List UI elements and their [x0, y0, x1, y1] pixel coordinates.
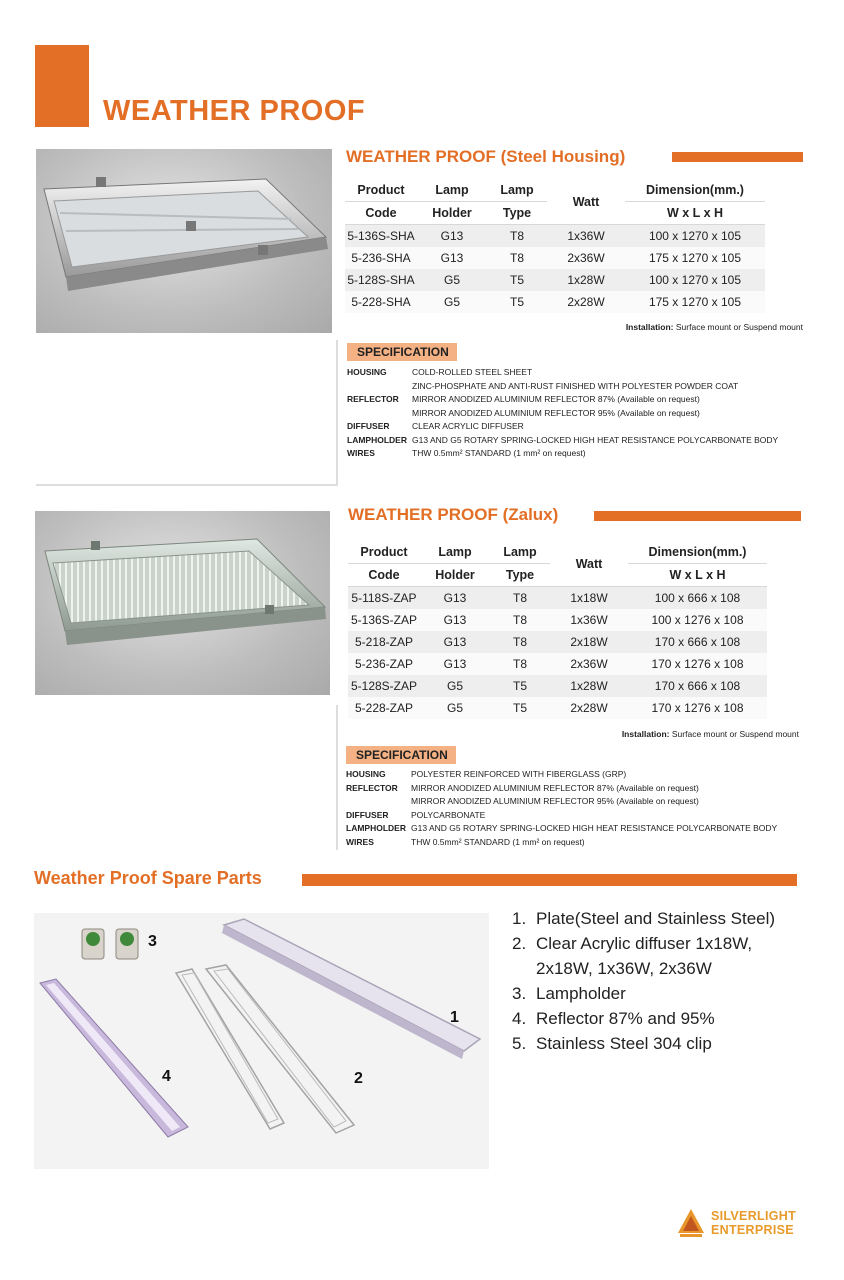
steel-product-table [345, 179, 765, 313]
table-cell: 2x36W [550, 653, 628, 675]
table-header-row [345, 179, 765, 202]
zalux-installation-note [622, 729, 799, 739]
column-header: Dimension(mm.) [628, 541, 767, 564]
list-item [512, 931, 775, 956]
table-row [348, 653, 767, 675]
column-header: Lamp [490, 541, 550, 564]
table-row [348, 697, 767, 719]
logo-line-1: SILVERLIGHT [711, 1209, 797, 1223]
column-header: Watt [550, 541, 628, 587]
spec-row [347, 420, 778, 434]
table-cell: 170 x 666 x 108 [628, 675, 767, 697]
column-subheader: Code [348, 564, 420, 587]
table-row [345, 225, 765, 248]
table-row [348, 631, 767, 653]
table-cell: 5-236-ZAP [348, 653, 420, 675]
part-label-1: 1 [450, 1009, 459, 1026]
table-cell: T5 [490, 675, 550, 697]
column-header: Lamp [420, 541, 490, 564]
part-label-3: 3 [148, 933, 157, 950]
table-cell: 100 x 1276 x 108 [628, 609, 767, 631]
table-cell: 5-236-SHA [345, 247, 417, 269]
table-cell: 5-136S-SHA [345, 225, 417, 248]
installation-label: Installation: [625, 322, 674, 332]
spec-value: ZINC-PHOSPHATE AND ANTI-RUST FINISHED WITH POLYESTER POWDER COAT [412, 380, 739, 391]
company-logo [676, 1207, 816, 1241]
table-row [348, 609, 767, 631]
spec-key: DIFFUSER [347, 421, 390, 431]
column-header: Product [348, 541, 420, 564]
table-cell: 5-218-ZAP [348, 631, 420, 653]
column-header: Lamp [487, 179, 547, 202]
table-cell: 1x36W [547, 225, 625, 248]
table-cell: 170 x 666 x 108 [628, 631, 767, 653]
spec-key: WIRES [346, 836, 374, 847]
spec-key: WIRES [347, 448, 375, 458]
spec-row [347, 434, 778, 448]
column-subheader: Holder [417, 202, 487, 225]
item-text: Plate(Steel and Stainless Steel) [536, 909, 776, 928]
table-cell: T8 [490, 609, 550, 631]
spare-parts-title: Weather Proof Spare Parts [34, 868, 262, 888]
section-divider [336, 705, 338, 850]
table-row [345, 291, 765, 313]
zalux-spec-label: SPECIFICATION [346, 746, 456, 764]
spare-parts-photo [34, 913, 489, 1169]
table-cell: G5 [417, 291, 487, 313]
table-cell: T5 [490, 697, 550, 719]
zalux-product-table [348, 541, 767, 719]
installation-value: Surface mount or Suspend mount [675, 322, 803, 332]
table-cell: 5-128S-SHA [345, 269, 417, 291]
item-text: Stainless Steel 304 clip [536, 1034, 712, 1053]
section-divider [336, 340, 338, 485]
spec-key: LAMPHOLDER [347, 434, 407, 445]
part-label-4: 4 [162, 1068, 171, 1085]
spec-row [346, 768, 777, 782]
spec-value: THW 0.5mm² STANDARD (1 mm² on request) [412, 448, 586, 458]
table-cell: G5 [417, 269, 487, 291]
column-header: Lamp [417, 179, 487, 202]
spec-row [347, 380, 778, 394]
item-continuation: 2x18W, 1x36W, 2x36W [536, 959, 712, 978]
logo-line-2: ENTERPRISE [711, 1223, 794, 1237]
table-cell: 1x18W [550, 587, 628, 610]
part-label-2: 2 [354, 1070, 363, 1087]
table-cell: 2x28W [547, 291, 625, 313]
table-cell: 2x28W [550, 697, 628, 719]
spec-value: MIRROR ANODIZED ALUMINIUM REFLECTOR 95% (Available on request) [412, 407, 700, 418]
table-cell: 175 x 1270 x 105 [625, 291, 765, 313]
item-text: Reflector 87% and 95% [536, 1009, 715, 1028]
table-cell: G13 [420, 587, 490, 610]
table-cell: 100 x 1270 x 105 [625, 225, 765, 248]
steel-section-title: WEATHER PROOF (Steel Housing) [346, 147, 626, 166]
column-header: Product [345, 179, 417, 202]
zalux-spec-list [346, 768, 777, 849]
table-cell: 2x36W [547, 247, 625, 269]
table-cell: 170 x 1276 x 108 [628, 653, 767, 675]
spec-row [347, 393, 778, 407]
logo-mark-icon [676, 1207, 706, 1239]
spec-key: DIFFUSER [346, 809, 389, 820]
spec-row [347, 447, 778, 461]
spec-row [346, 782, 777, 796]
spec-value: G13 AND G5 ROTARY SPRING-LOCKED HIGH HEAT RESISTANCE POLYCARBONATE BODY [412, 434, 779, 445]
spec-key [347, 407, 412, 421]
list-item [512, 981, 775, 1006]
zalux-section-title: WEATHER PROOF (Zalux) [348, 505, 559, 524]
spec-key [346, 795, 411, 809]
table-cell: T5 [487, 269, 547, 291]
table-cell: G13 [417, 247, 487, 269]
spec-value: POLYESTER REINFORCED WITH FIBERGLASS (GRP) [411, 769, 627, 779]
table-cell: G5 [420, 675, 490, 697]
table-cell: 5-128S-ZAP [348, 675, 420, 697]
table-cell: T8 [487, 225, 547, 248]
spec-key [347, 380, 412, 394]
table-row [345, 247, 765, 269]
table-row [348, 587, 767, 610]
zalux-photo [35, 511, 330, 695]
column-subheader: W x L x H [628, 564, 767, 587]
item-text: Lampholder [536, 984, 626, 1003]
spec-key: HOUSING [346, 769, 386, 779]
table-row [345, 269, 765, 291]
column-subheader: Code [345, 202, 417, 225]
table-cell: T8 [487, 247, 547, 269]
table-row [348, 675, 767, 697]
table-cell: G13 [420, 631, 490, 653]
table-cell: 2x18W [550, 631, 628, 653]
column-subheader: Type [487, 202, 547, 225]
spec-value: THW 0.5mm² STANDARD (1 mm² on request) [411, 836, 585, 847]
spare-title-bar [302, 874, 797, 886]
spare-parts-list [512, 906, 775, 1056]
spec-key: REFLECTOR [347, 394, 399, 404]
list-item [512, 906, 775, 931]
column-subheader: W x L x H [625, 202, 765, 225]
steel-installation-note [626, 322, 803, 332]
item-number: 1. [512, 909, 527, 928]
table-cell: T8 [490, 653, 550, 675]
spec-value: MIRROR ANODIZED ALUMINIUM REFLECTOR 87% (Available on request) [411, 782, 699, 793]
table-cell: 100 x 666 x 108 [628, 587, 767, 610]
table-cell: 100 x 1270 x 105 [625, 269, 765, 291]
page-title: WEATHER PROOF [103, 95, 366, 127]
list-item [512, 1006, 775, 1031]
spec-key: LAMPHOLDER [346, 823, 406, 833]
table-cell: G13 [417, 225, 487, 248]
table-cell: T8 [490, 631, 550, 653]
column-subheader: Holder [420, 564, 490, 587]
item-text: Clear Acrylic diffuser 1x18W, [536, 934, 753, 953]
item-number: 4. [512, 1009, 527, 1028]
spec-value: POLYCARBONATE [411, 809, 486, 820]
spec-row [346, 809, 777, 823]
table-header-row [348, 541, 767, 564]
spec-row [346, 795, 777, 809]
table-cell: G5 [420, 697, 490, 719]
spec-key: HOUSING [347, 367, 387, 377]
steel-housing-photo [36, 149, 332, 333]
section-divider [36, 484, 338, 486]
installation-label: Installation: [621, 729, 670, 739]
table-cell: 5-118S-ZAP [348, 587, 420, 610]
steel-spec-list [347, 366, 778, 461]
spec-value: COLD-ROLLED STEEL SHEET [412, 367, 533, 377]
spec-row [346, 836, 777, 850]
column-header: Watt [547, 179, 625, 225]
item-number: 2. [512, 934, 527, 953]
table-cell: G13 [420, 653, 490, 675]
table-cell: G13 [420, 609, 490, 631]
table-cell: T8 [490, 587, 550, 610]
table-cell: 170 x 1276 x 108 [628, 697, 767, 719]
table-cell: 175 x 1270 x 105 [625, 247, 765, 269]
item-number: 3. [512, 984, 527, 1003]
installation-value: Surface mount or Suspend mount [671, 729, 799, 739]
steel-title-bar [672, 152, 803, 162]
column-header: Dimension(mm.) [625, 179, 765, 202]
spec-value: G13 AND G5 ROTARY SPRING-LOCKED HIGH HEAT RESISTANCE POLYCARBONATE BODY [411, 823, 778, 833]
table-cell: 5-136S-ZAP [348, 609, 420, 631]
title-accent-block [35, 45, 89, 127]
item-number: 5. [512, 1034, 527, 1053]
table-cell: 1x36W [550, 609, 628, 631]
table-cell: 5-228-ZAP [348, 697, 420, 719]
steel-spec-label: SPECIFICATION [347, 343, 457, 361]
column-subheader: Type [490, 564, 550, 587]
zalux-title-bar [594, 511, 801, 521]
table-cell: 5-228-SHA [345, 291, 417, 313]
spec-row [347, 407, 778, 421]
spec-row [346, 822, 777, 836]
spec-value: MIRROR ANODIZED ALUMINIUM REFLECTOR 95% (Available on request) [411, 796, 699, 806]
list-item [512, 1031, 775, 1056]
spec-row [347, 366, 778, 380]
spec-value: CLEAR ACRYLIC DIFFUSER [412, 421, 524, 431]
spec-key: REFLECTOR [346, 782, 398, 793]
table-cell: T5 [487, 291, 547, 313]
spec-value: MIRROR ANODIZED ALUMINIUM REFLECTOR 87% (Available on request) [412, 394, 700, 404]
table-cell: 1x28W [550, 675, 628, 697]
table-cell: 1x28W [547, 269, 625, 291]
